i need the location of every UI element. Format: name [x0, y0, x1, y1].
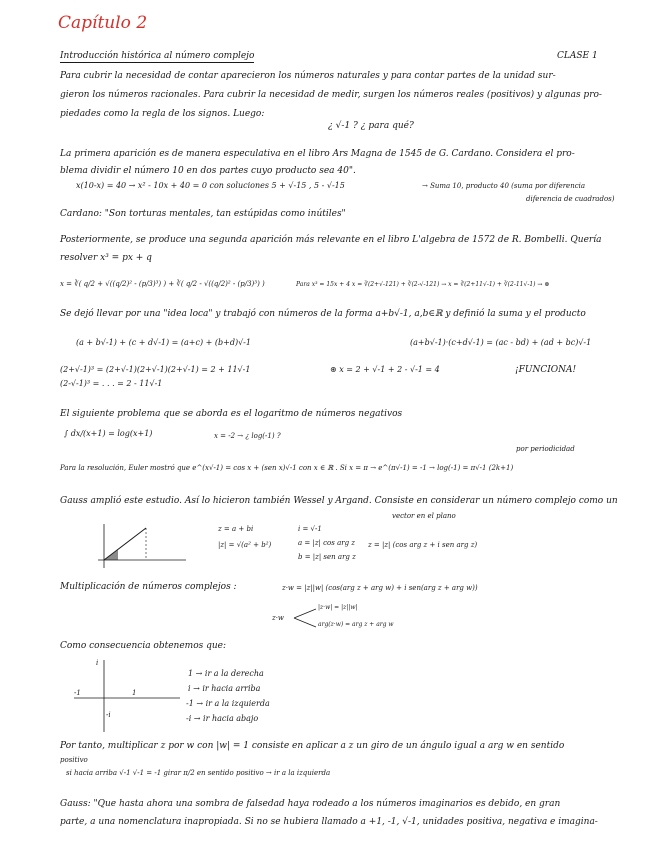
mult-branch-modulus: |z·w| = |z||w|: [318, 604, 358, 611]
section-title: Introducción histórica al número complejo: [60, 51, 255, 61]
mult-branch-argument: arg(z·w) = arg z + arg w: [318, 621, 394, 628]
cardano-equation: x(10-x) = 40 → x² - 10x + 40 = 0 con soluciones 5 + √-15 , 5 - √-15: [76, 181, 345, 190]
zw-label: z·w: [272, 614, 284, 622]
cube-2: (2-√-1)³ = . . . = 2 - 11√-1: [60, 379, 163, 388]
intro-line-2: gieron los números racionales. Para cubrir la necesidad de medir, surgen los números reales (positivos) y algunas pro-: [60, 90, 602, 100]
rule-minus-1: -1 → ir a la izquierda: [186, 699, 270, 708]
rule-1: 1 → ir a la derecha: [188, 669, 264, 678]
mult-formula: z·w = |z||w| (cos(arg z + arg w) + i sen(arg z + arg w)): [282, 584, 478, 592]
cube-1: (2+√-1)³ = (2+√-1)(2+√-1)(2+√-1) = 2 + 11√-1: [60, 365, 251, 374]
branch-arrow-up: [294, 609, 316, 618]
b-definition: b = |z| sen arg z: [298, 553, 356, 561]
log-note: x = -2 → ¿ log(-1) ?: [214, 432, 281, 440]
axis-label-i: i: [96, 659, 99, 667]
intro-line-1: Para cubrir la necesidad de contar aparecieron los números naturales y para contar partes de la unidad sur-: [60, 71, 556, 81]
cardano-line-1: La primera aparición es de manera especulativa en el libro Ars Magna de 1545 de G. Cardano. Considera el pro-: [60, 149, 575, 159]
z-definition: z = a + bi: [218, 525, 254, 533]
axis-label-minus-1: -1: [74, 689, 81, 697]
rule-i: i → ir hacia arriba: [188, 684, 261, 693]
gauss-line-1: Gauss amplió este estudio. Así lo hicieron también Wessel y Argand. Consiste en considerar un número complejo como un: [60, 496, 618, 506]
unit-axes-diagram: [72, 658, 182, 734]
branch-arrow-down: [294, 618, 316, 627]
chapter-title: Capítulo 2: [58, 13, 148, 33]
tanto-line-3: si hacia arriba √-1 √-1 = -1 girar π/2 en sentido positivo → ir a la izquierda: [66, 769, 331, 777]
log-integral: ∫ dx/(x+1) = log(x+1): [64, 429, 153, 438]
bombelli-result: ⊛ x = 2 + √-1 + 2 - √-1 = 4: [330, 365, 440, 374]
logs-line-1: El siguiente problema que se aborda es el logaritmo de números negativos: [60, 409, 403, 419]
bombelli-line-2: resolver x³ = px + q: [60, 253, 152, 263]
bombelli-line-3: Se dejó llevar por una "idea loca" y trabajó con números de la forma a+b√-1, a,b∈ℝ y definió la suma y el producto: [60, 309, 586, 319]
funciona-label: ¡FUNCIONA!: [515, 365, 577, 375]
euler-line: Para la resolución, Euler mostró que e^(x√-1) = cos x + (sen x)√-1 con x ∈ ℝ . Si x = π → e^(π√-1) = -1 → log(-1) = π√-1 (2k+1): [60, 464, 514, 472]
clase-label: CLASE 1: [557, 51, 598, 61]
gauss-quote-2: parte, a una nomenclatura inapropiada. Si no se hubiera llamado a +1, -1, √-1, unidades positiva, negativa e imagina-: [60, 817, 598, 827]
cardano-sum-note: → Suma 10, producto 40 (suma por diferencia: [422, 182, 586, 190]
bombelli-example: Para x³ = 15x + 4 x = ∛(2+√-121) + ∛(2-√-121) → x = ∛(2+11√-1) + ∛(2-11√-1) → ⊛: [296, 281, 550, 288]
i-definition: i = √-1: [298, 525, 322, 533]
gauss-quote-1: Gauss: "Que hasta ahora una sombra de falsedad haya rodeado a los números imaginarios es debido, en gran: [60, 799, 561, 809]
mult-branch-arrows: [294, 607, 318, 629]
axis-label-minus-i: -i: [106, 711, 111, 719]
cardano-line-2: blema dividir el número 10 en dos partes cuyo producto sea 40".: [60, 166, 356, 176]
vector-plane-diagram: [98, 520, 188, 572]
tanto-line-2: positivo: [60, 756, 88, 764]
cardano-quote: Cardano: "Son torturas mentales, tan estúpidas como inútiles": [60, 209, 346, 219]
axis-label-1: 1: [132, 689, 137, 697]
sum-definition: (a + b√-1) + (c + d√-1) = (a+c) + (b+d)√-1: [76, 338, 251, 347]
consecuencia-title: Como consecuencia obtenemos que:: [60, 641, 227, 651]
product-definition: (a+b√-1)·(c+d√-1) = (ac - bd) + (ad + bc)√-1: [410, 338, 592, 347]
tanto-line-1: Por tanto, multiplicar z por w con |w| = 1 consiste en aplicar a z un giro de un ángulo igual a arg w en sentido: [60, 741, 565, 751]
rule-minus-i: -i → ir hacia abajo: [186, 714, 259, 723]
bombelli-line-1: Posteriormente, se produce una segunda aparición más relevante en el libro L'algebra de 1572 de R. Bombelli. Quería: [60, 235, 602, 245]
polar-form: z = |z| (cos arg z + i sen arg z): [368, 541, 478, 549]
cardano-formula: x = ∛( q/2 + √((q/2)² - (p/3)³) ) + ∛( q/2 - √((q/2)² - (p/3)³) ): [60, 280, 265, 288]
a-definition: a = |z| cos arg z: [298, 539, 355, 547]
intro-question: ¿ √-1 ? ¿ para qué?: [328, 121, 414, 131]
cardano-sum-note-2: diferencia de cuadrados): [526, 195, 615, 203]
mult-title: Multiplicación de números complejos :: [60, 582, 237, 592]
mod-z: |z| = √(a² + b²): [218, 541, 272, 549]
vector-z: [104, 528, 146, 560]
periodicidad-note: por periodicidad: [516, 445, 575, 453]
gauss-line-2: vector en el plano: [392, 512, 456, 520]
intro-line-3: piedades como la regla de los signos. Luego:: [60, 109, 265, 119]
